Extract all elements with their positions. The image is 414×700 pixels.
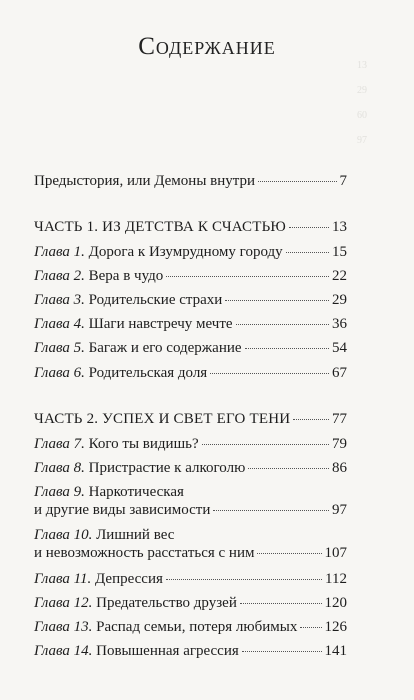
chapter-label: Глава 7. — [34, 436, 85, 452]
chapter-label: Глава 2. — [34, 268, 85, 284]
chapter-title: Родительские страхи — [88, 292, 223, 308]
toc-chapter-1 — [34, 243, 347, 261]
leader-dots — [242, 650, 322, 652]
chapter-label: Глава 8. — [34, 460, 85, 476]
leader-dots — [289, 226, 329, 228]
bleed-through-text: 60 — [357, 110, 367, 121]
page-number: 22 — [332, 268, 347, 284]
page-number: 126 — [324, 619, 347, 635]
toc-entry-prelude — [34, 172, 347, 190]
toc-chapter-11 — [34, 570, 347, 588]
toc-chapter-5 — [34, 339, 347, 357]
page-number: 77 — [332, 411, 347, 427]
toc-chapter-14 — [34, 642, 347, 660]
toc-chapter-8 — [34, 459, 347, 477]
chapter-title: Багаж и его содержание — [88, 340, 242, 356]
page-number: 13 — [332, 219, 347, 235]
chapter-label: Глава 12. — [34, 595, 93, 611]
toc-title: Содержание — [138, 33, 276, 60]
leader-dots — [257, 552, 321, 554]
leader-dots — [225, 299, 329, 301]
leader-dots — [210, 372, 329, 374]
leader-dots — [245, 347, 329, 349]
chapter-title-continued: и другие виды зависимости — [34, 502, 211, 518]
toc-chapter-3 — [34, 291, 347, 309]
chapter-title: Распад семьи, потеря любимых — [96, 619, 298, 635]
leader-dots — [213, 509, 329, 511]
leader-dots — [166, 578, 322, 580]
page-number: 7 — [339, 173, 347, 189]
page-number: 112 — [325, 571, 347, 587]
chapter-label: Глава 11. — [34, 571, 92, 587]
chapter-title: Пристрастие к алкоголю — [88, 460, 246, 476]
chapter-label: Глава 6. — [34, 365, 85, 381]
bleed-through-text: 29 — [357, 85, 367, 96]
toc-chapter-7 — [34, 435, 347, 453]
part-title: ЧАСТЬ 2. УСПЕХ И СВЕТ ЕГО ТЕНИ — [34, 411, 291, 427]
chapter-title: Вера в чудо — [88, 268, 164, 284]
page-number: 107 — [324, 545, 347, 561]
chapter-title-continued: и невозможность расстаться с ним — [34, 545, 255, 561]
chapter-label: Глава 10. — [34, 527, 93, 543]
chapter-label: Глава 4. — [34, 316, 85, 332]
toc-part-1 — [34, 218, 347, 236]
page-number: 54 — [332, 340, 347, 356]
chapter-title: Предательство друзей — [96, 595, 237, 611]
toc-chapter-2 — [34, 267, 347, 285]
toc-chapter-6 — [34, 364, 347, 382]
toc-chapter-13 — [34, 618, 347, 636]
page-number: 36 — [332, 316, 347, 332]
leader-dots — [293, 418, 329, 420]
part-title: ЧАСТЬ 1. ИЗ ДЕТСТВА К СЧАСТЬЮ — [34, 219, 287, 235]
chapter-label: Глава 3. — [34, 292, 85, 308]
leader-dots — [248, 467, 329, 469]
chapter-title: Повышенная агрессия — [96, 643, 239, 659]
leader-dots — [240, 602, 322, 604]
toc-chapter-4 — [34, 315, 347, 333]
page-number: 120 — [324, 595, 347, 611]
page-number: 86 — [332, 460, 347, 476]
leader-dots — [286, 251, 329, 253]
page-number: 97 — [332, 502, 347, 518]
chapter-label: Глава 1. — [34, 244, 85, 260]
chapter-title: Дорога к Изумрудному городу — [88, 244, 283, 260]
toc-chapter-12 — [34, 594, 347, 612]
chapter-title: Шаги навстречу мечте — [88, 316, 233, 332]
chapter-title: Кого ты видишь? — [88, 436, 199, 452]
toc-part-2 — [34, 410, 347, 428]
page-number: 67 — [332, 365, 347, 381]
chapter-title: Наркотическая — [88, 484, 184, 500]
leader-dots — [166, 275, 329, 277]
chapter-label: Глава 14. — [34, 643, 93, 659]
toc-chapter-9 — [34, 483, 347, 519]
entry-title: Предыстория, или Демоны внутри — [34, 173, 256, 189]
toc-chapter-10 — [34, 526, 347, 562]
page-number: 15 — [332, 244, 347, 260]
leader-dots — [258, 180, 336, 182]
chapter-title: Родительская доля — [88, 365, 208, 381]
leader-dots — [236, 323, 329, 325]
chapter-label: Глава 5. — [34, 340, 85, 356]
chapter-title: Лишний вес — [96, 527, 175, 543]
leader-dots — [300, 626, 321, 628]
page-number: 141 — [324, 643, 347, 659]
chapter-title: Депрессия — [95, 571, 163, 587]
bleed-through-text: 97 — [357, 135, 367, 146]
leader-dots — [202, 443, 329, 445]
chapter-label: Глава 13. — [34, 619, 93, 635]
page-number: 79 — [332, 436, 347, 452]
chapter-label: Глава 9. — [34, 484, 85, 500]
page-number: 29 — [332, 292, 347, 308]
bleed-through-text: 13 — [357, 60, 367, 71]
